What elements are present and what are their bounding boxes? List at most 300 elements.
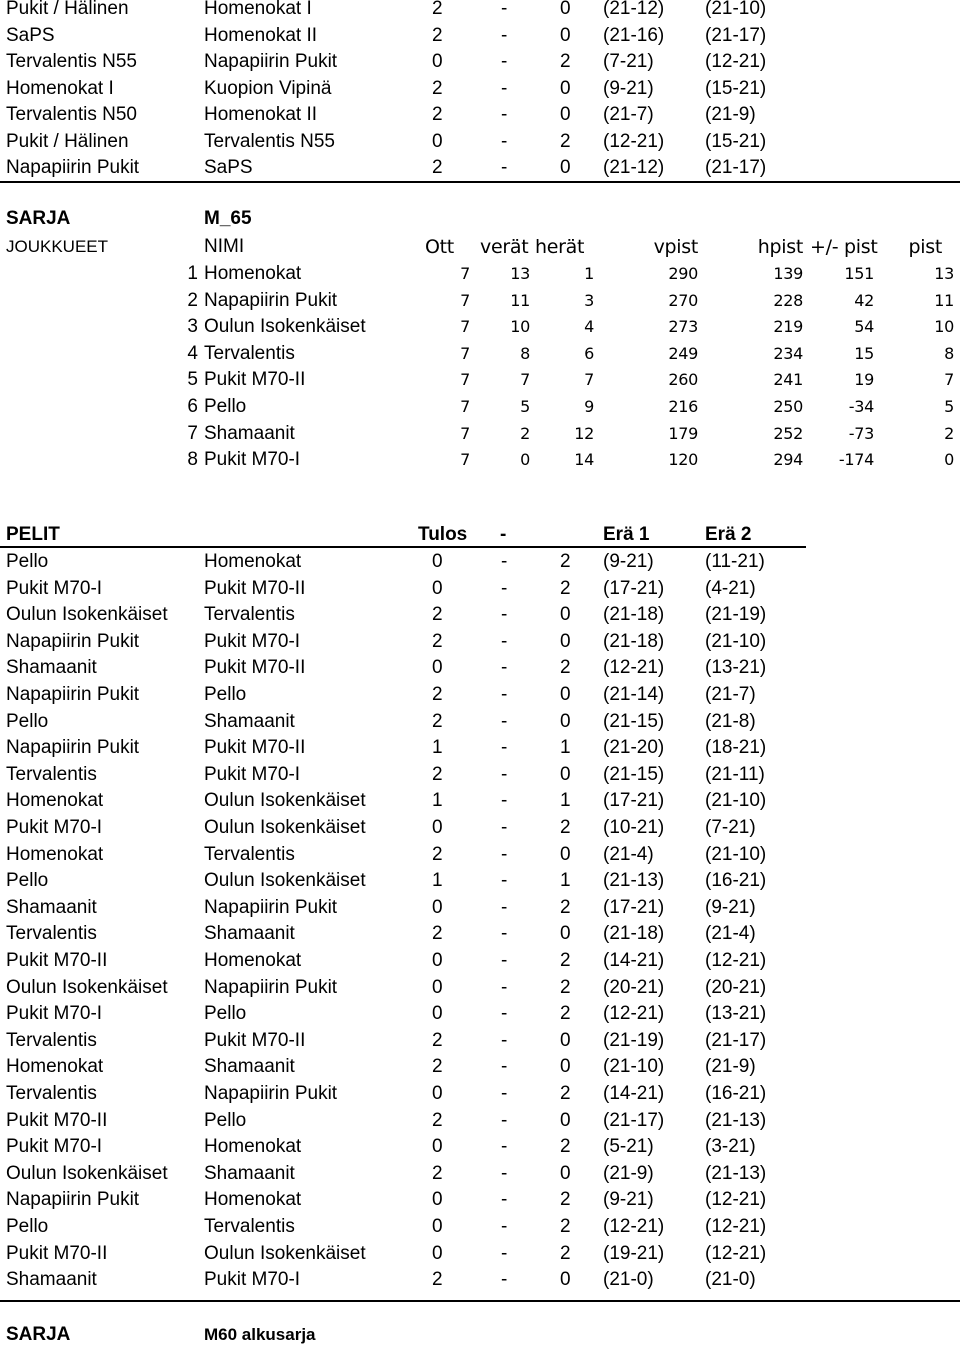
score-away: 2 xyxy=(560,1189,571,1211)
team-home: Tervalentis xyxy=(6,923,97,945)
team-home: Tervalentis xyxy=(6,1083,97,1104)
team-away: Pukit M70-II xyxy=(204,657,306,679)
team-name: Napapiirin Pukit xyxy=(204,289,338,311)
next-series-name: M60 alkusarja xyxy=(204,1325,316,1344)
score-away: 0 xyxy=(560,684,571,705)
game-row xyxy=(0,1267,960,1293)
game-row xyxy=(0,1187,960,1213)
vpist: 216 xyxy=(668,397,698,416)
result-dash: - xyxy=(500,524,507,545)
game-row xyxy=(0,815,960,841)
team-away: Pello xyxy=(204,1109,247,1131)
score-home: 1 xyxy=(432,870,443,892)
score-away: 0 xyxy=(560,710,571,732)
game-row xyxy=(0,629,960,655)
score-away: 1 xyxy=(560,737,571,759)
set1-score: (10-21) xyxy=(603,817,665,838)
score-home: 0 xyxy=(432,1242,443,1264)
score-home: 2 xyxy=(432,1269,443,1291)
game-row xyxy=(0,1161,960,1187)
score-away: 0 xyxy=(560,24,571,46)
game-row xyxy=(0,576,960,602)
standings-row xyxy=(0,288,960,314)
set2-score: (21-7) xyxy=(705,684,756,705)
score-dash: - xyxy=(501,1136,508,1158)
set2-score: (12-21) xyxy=(705,1189,767,1211)
standings-header xyxy=(0,234,960,260)
pist: 5 xyxy=(944,397,954,416)
score-away: 2 xyxy=(560,1136,571,1158)
team-away: Shamaanit xyxy=(204,1056,295,1078)
score-home: 0 xyxy=(432,817,443,838)
rank: 8 xyxy=(187,449,198,471)
set1-score: (12-21) xyxy=(603,1216,665,1237)
result-row xyxy=(0,155,960,181)
col-hpist: hpist xyxy=(757,236,803,258)
set1-score: (14-21) xyxy=(603,1083,665,1104)
score-dash: - xyxy=(501,684,508,705)
set2-score: (21-10) xyxy=(705,630,767,652)
score-away: 2 xyxy=(560,551,571,572)
team-name: Homenokat xyxy=(204,263,302,284)
result-label: Tulos xyxy=(418,524,468,545)
score-away: 0 xyxy=(560,1029,571,1051)
score-away: 0 xyxy=(560,630,571,652)
set2-score: (12-21) xyxy=(705,1242,767,1264)
team-away: Oulun Isokenkäiset xyxy=(204,790,366,812)
col-pist: pist xyxy=(908,236,942,258)
team-away: Pukit M70-I xyxy=(204,630,301,652)
team-away: Pello xyxy=(204,1003,247,1025)
team-away: Homenokat I xyxy=(204,0,312,19)
score-away: 0 xyxy=(560,1269,571,1291)
team-home: Homenokat I xyxy=(6,77,114,99)
pist: 0 xyxy=(944,450,954,470)
diff: 15 xyxy=(854,343,874,363)
score-home: 2 xyxy=(432,630,443,652)
team-away: Pukit M70-I xyxy=(204,1269,301,1291)
games-label: PELIT xyxy=(6,524,60,545)
game-row xyxy=(0,682,960,708)
score-away: 0 xyxy=(560,604,571,626)
team-away: Shamaanit xyxy=(204,1162,295,1184)
section-divider-bottom xyxy=(0,1300,960,1302)
score-home: 0 xyxy=(432,1083,443,1104)
game-row xyxy=(0,1054,960,1080)
team-home: Pukit M70-I xyxy=(6,1003,103,1025)
game-row xyxy=(0,842,960,868)
team-home: Tervalentis xyxy=(6,763,97,785)
standings-row xyxy=(0,341,960,367)
set1-score: (14-21) xyxy=(603,950,665,971)
standings-row xyxy=(0,314,960,340)
section-divider xyxy=(0,181,960,183)
team-away: Homenokat xyxy=(204,1136,302,1158)
lost: 9 xyxy=(584,397,594,416)
games: 7 xyxy=(460,343,470,363)
rank: 7 xyxy=(187,422,198,444)
set2-score: (21-13) xyxy=(705,1162,767,1184)
team-name: Pukit M70-II xyxy=(204,369,306,391)
set1-label: Erä 1 xyxy=(603,524,650,545)
score-home: 2 xyxy=(432,0,443,19)
set1-score: (17-21) xyxy=(603,896,665,918)
set2-score: (13-21) xyxy=(705,1003,767,1025)
score-dash: - xyxy=(501,710,508,732)
series-header xyxy=(0,206,960,232)
set1-score: (21-4) xyxy=(603,843,654,865)
team-away: Pukit M70-II xyxy=(204,1029,306,1051)
team-name: Oulun Isokenkäiset xyxy=(204,316,366,338)
score-away: 2 xyxy=(560,1003,571,1025)
score-dash: - xyxy=(501,763,508,785)
score-home: 2 xyxy=(432,24,443,46)
hpist: 250 xyxy=(773,397,803,416)
team-away: Tervalentis N55 xyxy=(204,130,335,152)
team-away: Oulun Isokenkäiset xyxy=(204,1242,366,1264)
won: 8 xyxy=(520,343,530,363)
score-home: 1 xyxy=(432,737,443,759)
pist: 11 xyxy=(934,290,954,310)
vpist: 249 xyxy=(668,343,698,363)
team-away: Tervalentis xyxy=(204,1216,295,1237)
set1-score: (21-15) xyxy=(603,763,665,785)
set2-score: (7-21) xyxy=(705,817,756,838)
set1-score: (21-17) xyxy=(603,1109,665,1131)
games: 7 xyxy=(460,397,470,416)
score-home: 0 xyxy=(432,657,443,679)
set1-score: (21-18) xyxy=(603,630,665,652)
score-away: 0 xyxy=(560,1162,571,1184)
diff: -34 xyxy=(848,397,874,416)
team-name: Shamaanit xyxy=(204,422,295,444)
set2-score: (21-11) xyxy=(705,763,765,785)
game-row xyxy=(0,1241,960,1267)
game-row xyxy=(0,735,960,761)
diff: 54 xyxy=(854,317,874,337)
series-name: M_65 xyxy=(204,208,252,229)
team-name: Pukit M70-I xyxy=(204,449,301,471)
score-away: 1 xyxy=(560,790,571,812)
game-row xyxy=(0,1081,960,1107)
score-dash: - xyxy=(501,104,508,125)
score-dash: - xyxy=(501,1056,508,1078)
score-dash: - xyxy=(501,870,508,892)
score-away: 2 xyxy=(560,657,571,679)
score-away: 0 xyxy=(560,1056,571,1078)
game-row xyxy=(0,1028,960,1054)
result-row xyxy=(0,129,960,155)
team-home: Pukit M70-I xyxy=(6,1136,103,1158)
score-home: 0 xyxy=(432,551,443,572)
col-diff: +/- pist xyxy=(810,236,878,258)
team-home: Pello xyxy=(6,1216,49,1237)
game-row xyxy=(0,1134,960,1160)
team-home: Pello xyxy=(6,870,49,892)
score-dash: - xyxy=(501,577,508,599)
team-home: SaPS xyxy=(6,24,55,46)
score-dash: - xyxy=(501,1029,508,1051)
score-away: 2 xyxy=(560,1083,571,1104)
score-dash: - xyxy=(501,130,508,152)
set2-score: (15-21) xyxy=(705,77,767,99)
lost: 1 xyxy=(584,264,594,283)
games: 7 xyxy=(460,450,470,470)
set2-score: (21-10) xyxy=(705,0,767,19)
games: 7 xyxy=(460,423,470,443)
set1-score: (21-13) xyxy=(603,870,665,892)
games: 7 xyxy=(460,317,470,337)
score-home: 0 xyxy=(432,1189,443,1211)
team-away: SaPS xyxy=(204,157,253,178)
game-row xyxy=(0,655,960,681)
team-home: Tervalentis N50 xyxy=(6,104,137,125)
score-away: 2 xyxy=(560,896,571,918)
set2-score: (21-9) xyxy=(705,1056,756,1078)
score-away: 2 xyxy=(560,976,571,998)
team-home: Napapiirin Pukit xyxy=(6,630,140,652)
set1-score: (12-21) xyxy=(603,657,665,679)
score-dash: - xyxy=(501,896,508,918)
team-home: Tervalentis N55 xyxy=(6,51,137,72)
team-home: Oulun Isokenkäiset xyxy=(6,604,168,626)
diff: 151 xyxy=(844,264,874,283)
team-home: Pukit / Hälinen xyxy=(6,0,129,19)
set1-score: (21-19) xyxy=(603,1029,665,1051)
standings-row xyxy=(0,421,960,447)
score-dash: - xyxy=(501,1242,508,1264)
lost: 4 xyxy=(584,317,594,337)
team-home: Oulun Isokenkäiset xyxy=(6,1162,168,1184)
score-home: 2 xyxy=(432,843,443,865)
lost: 12 xyxy=(574,423,594,443)
score-home: 2 xyxy=(432,104,443,125)
team-home: Homenokat xyxy=(6,1056,104,1078)
score-home: 1 xyxy=(432,790,443,812)
set2-score: (16-21) xyxy=(705,1083,767,1104)
team-away: Oulun Isokenkäiset xyxy=(204,870,366,892)
set2-score: (21-8) xyxy=(705,710,756,732)
score-dash: - xyxy=(501,1269,508,1291)
set1-score: (21-9) xyxy=(603,1162,654,1184)
score-away: 0 xyxy=(560,843,571,865)
score-home: 2 xyxy=(432,157,443,178)
rank: 1 xyxy=(187,263,198,284)
game-row xyxy=(0,1001,960,1027)
game-row xyxy=(0,549,960,575)
score-away: 0 xyxy=(560,157,571,178)
score-dash: - xyxy=(501,157,508,178)
score-home: 2 xyxy=(432,1029,443,1051)
team-name: Tervalentis xyxy=(204,342,295,364)
score-away: 1 xyxy=(560,870,571,892)
score-home: 0 xyxy=(432,976,443,998)
won: 5 xyxy=(520,397,530,416)
pist: 10 xyxy=(934,317,954,337)
score-away: 0 xyxy=(560,923,571,945)
lost: 6 xyxy=(584,343,594,363)
pist: 2 xyxy=(944,423,954,443)
game-row xyxy=(0,788,960,814)
score-dash: - xyxy=(501,923,508,945)
game-row xyxy=(0,948,960,974)
game-row xyxy=(0,762,960,788)
team-away: Pukit M70-II xyxy=(204,577,306,599)
standings-row xyxy=(0,447,960,473)
vpist: 290 xyxy=(668,264,698,283)
team-home: Pukit M70-II xyxy=(6,1109,108,1131)
set1-score: (5-21) xyxy=(603,1136,654,1158)
diff: -174 xyxy=(838,450,874,470)
set2-label: Erä 2 xyxy=(705,524,752,545)
team-home: Napapiirin Pukit xyxy=(6,684,140,705)
team-away: Napapiirin Pukit xyxy=(204,976,338,998)
set1-score: (21-10) xyxy=(603,1056,665,1078)
team-home: Shamaanit xyxy=(6,657,97,679)
score-away: 0 xyxy=(560,104,571,125)
rank: 5 xyxy=(187,369,198,391)
set2-score: (21-10) xyxy=(705,790,767,812)
team-away: Pukit M70-II xyxy=(204,737,306,759)
game-row xyxy=(0,602,960,628)
set2-score: (18-21) xyxy=(705,737,767,759)
hpist: 252 xyxy=(773,423,803,443)
set2-score: (9-21) xyxy=(705,896,756,918)
team-home: Pukit M70-I xyxy=(6,817,103,838)
score-home: 2 xyxy=(432,1162,443,1184)
set2-score: (11-21) xyxy=(705,551,765,572)
score-dash: - xyxy=(501,790,508,812)
team-home: Pukit M70-II xyxy=(6,1242,108,1264)
set1-score: (17-21) xyxy=(603,790,665,812)
hpist: 228 xyxy=(773,290,803,310)
result-row xyxy=(0,49,960,75)
team-home: Pukit M70-II xyxy=(6,950,108,971)
pist: 7 xyxy=(944,370,954,390)
set2-score: (21-13) xyxy=(705,1109,767,1131)
team-home: Pello xyxy=(6,551,49,572)
set1-score: (7-21) xyxy=(603,51,654,72)
score-dash: - xyxy=(501,1189,508,1211)
score-away: 0 xyxy=(560,77,571,99)
set2-score: (21-17) xyxy=(705,157,767,178)
game-row xyxy=(0,975,960,1001)
standings-row xyxy=(0,394,960,420)
score-away: 2 xyxy=(560,950,571,971)
set2-score: (16-21) xyxy=(705,870,767,892)
score-away: 2 xyxy=(560,577,571,599)
lost: 14 xyxy=(574,450,594,470)
rank: 2 xyxy=(187,289,198,311)
set1-score: (20-21) xyxy=(603,976,665,998)
set2-score: (21-9) xyxy=(705,104,756,125)
games-header-underline xyxy=(0,546,806,548)
next-series-header xyxy=(0,1322,960,1348)
team-away: Homenokat II xyxy=(204,104,317,125)
team-away: Napapiirin Pukit xyxy=(204,1083,338,1104)
set2-score: (3-21) xyxy=(705,1136,756,1158)
team-away: Oulun Isokenkäiset xyxy=(204,817,366,838)
set1-score: (21-20) xyxy=(603,737,665,759)
set2-score: (4-21) xyxy=(705,577,756,599)
team-away: Shamaanit xyxy=(204,710,295,732)
score-home: 2 xyxy=(432,684,443,705)
pist: 13 xyxy=(934,264,954,283)
team-home: Tervalentis xyxy=(6,1029,97,1051)
rank: 4 xyxy=(187,342,198,364)
score-away: 2 xyxy=(560,1242,571,1264)
won: 7 xyxy=(520,370,530,390)
score-dash: - xyxy=(501,1216,508,1237)
score-home: 2 xyxy=(432,604,443,626)
team-away: Homenokat xyxy=(204,1189,302,1211)
set1-score: (9-21) xyxy=(603,1189,654,1211)
set1-score: (21-12) xyxy=(603,0,665,19)
set1-score: (21-7) xyxy=(603,104,654,125)
team-away: Homenokat II xyxy=(204,24,317,46)
result-row xyxy=(0,76,960,102)
won: 13 xyxy=(510,264,530,283)
set1-score: (21-15) xyxy=(603,710,665,732)
vpist: 260 xyxy=(668,370,698,390)
set1-score: (9-21) xyxy=(603,551,654,572)
games: 7 xyxy=(460,370,470,390)
game-row xyxy=(0,921,960,947)
vpist: 270 xyxy=(668,290,698,310)
set1-score: (21-18) xyxy=(603,923,665,945)
score-dash: - xyxy=(501,604,508,626)
set2-score: (21-17) xyxy=(705,24,767,46)
score-away: 2 xyxy=(560,51,571,72)
set2-score: (12-21) xyxy=(705,51,767,72)
score-dash: - xyxy=(501,24,508,46)
col-lost: herät xyxy=(535,236,585,258)
team-home: Napapiirin Pukit xyxy=(6,157,140,178)
score-home: 0 xyxy=(432,950,443,971)
score-home: 0 xyxy=(432,896,443,918)
rank: 6 xyxy=(187,396,198,417)
set2-score: (21-4) xyxy=(705,923,756,945)
games: 7 xyxy=(460,264,470,283)
games-header xyxy=(0,522,960,548)
score-dash: - xyxy=(501,657,508,679)
set1-score: (12-21) xyxy=(603,1003,665,1025)
score-dash: - xyxy=(501,950,508,971)
score-home: 2 xyxy=(432,1056,443,1078)
set2-score: (21-17) xyxy=(705,1029,767,1051)
col-vpist: vpist xyxy=(653,236,698,258)
score-home: 2 xyxy=(432,923,443,945)
game-row xyxy=(0,868,960,894)
hpist: 241 xyxy=(773,370,803,390)
set2-score: (21-19) xyxy=(705,604,767,626)
series-label: SARJA xyxy=(6,208,71,229)
score-dash: - xyxy=(501,1109,508,1131)
col-games: Ott xyxy=(425,236,454,258)
team-away: Napapiirin Pukit xyxy=(204,51,338,72)
col-won: verät xyxy=(480,236,529,258)
games: 7 xyxy=(460,290,470,310)
score-home: 2 xyxy=(432,77,443,99)
set2-score: (21-0) xyxy=(705,1269,756,1291)
hpist: 139 xyxy=(773,264,803,283)
score-home: 0 xyxy=(432,1003,443,1025)
set1-score: (21-12) xyxy=(603,157,665,178)
set1-score: (17-21) xyxy=(603,577,665,599)
team-home: Homenokat xyxy=(6,843,104,865)
standings-row xyxy=(0,367,960,393)
rank: 3 xyxy=(187,316,198,338)
